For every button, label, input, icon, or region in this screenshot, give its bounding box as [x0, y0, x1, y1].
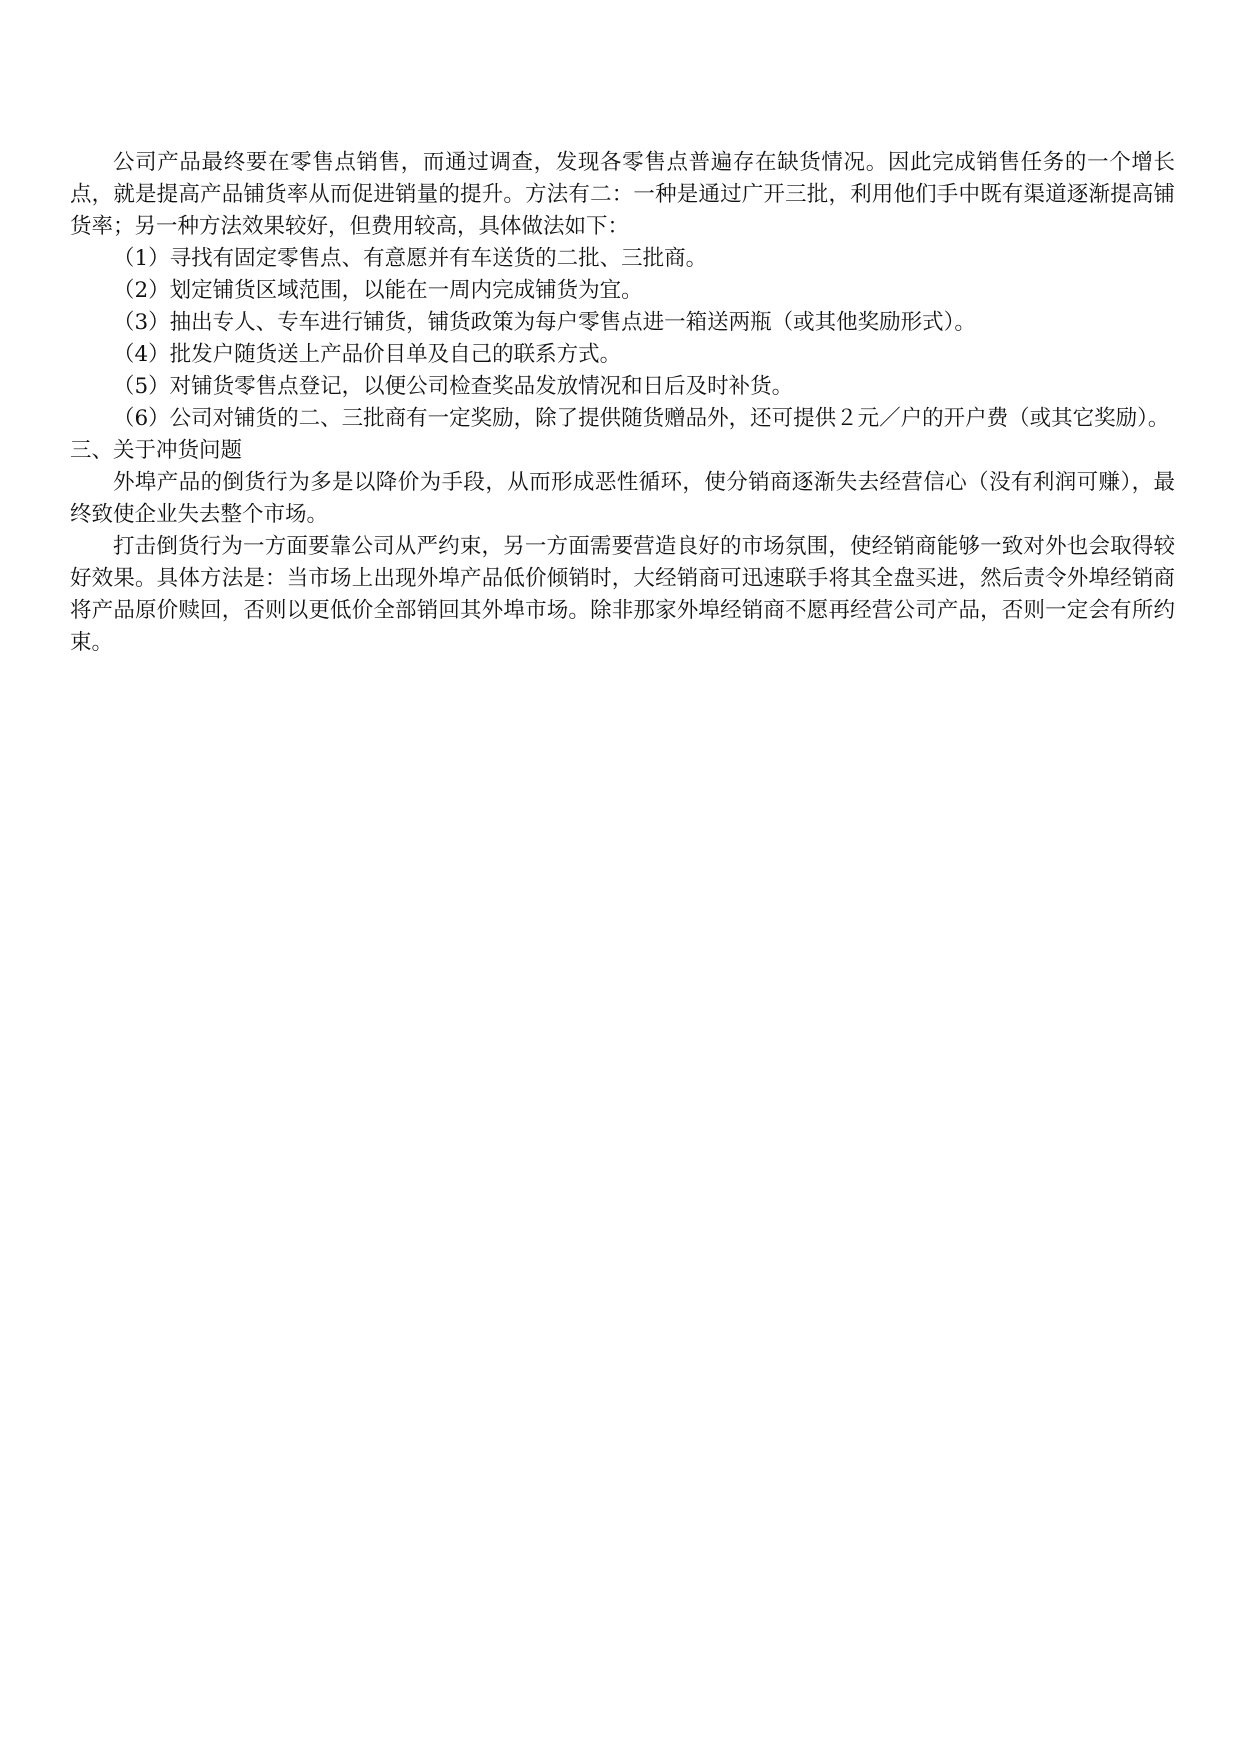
list-item-4: （4）批发户随货送上产品价目单及自己的联系方式。	[113, 342, 622, 367]
document-page	[70, 147, 1175, 659]
paragraph-section-1: 外埠产品的倒货行为多是以降价为手段，从而形成恶性循环，使分销商逐渐失去经营信心（没有利润可赚），最终致使企业失去整个市场。	[70, 470, 1175, 527]
list-item-2: （2）划定铺货区域范围，以能在一周内完成铺货为宜。	[113, 278, 643, 303]
list-item-1: （1）寻找有固定零售点、有意愿并有车送货的二批、三批商。	[113, 246, 708, 271]
list-item-5: （5）对铺货零售点登记，以便公司检查奖品发放情况和日后及时补货。	[113, 374, 794, 399]
paragraph-section-2: 打击倒货行为一方面要靠公司从严约束，另一方面需要营造良好的市场氛围，使经销商能够一致对外也会取得较好效果。具体方法是：当市场上出现外埠产品低价倾销时，大经销商可迅速联手将其全盘买进，然后责令外埠经销商将产品原价赎回，否则以更低价全部销回其外埠市场。除非那家外埠经销商不愿再经营公司产品，否则一定会有所约束。	[70, 534, 1175, 655]
list-item-3: （3）抽出专人、专车进行铺货，铺货政策为每户零售点进一箱送两瓶（或其他奖励形式）。	[113, 310, 976, 335]
paragraph-intro: 公司产品最终要在零售点销售，而通过调查，发现各零售点普遍存在缺货情况。因此完成销售任务的一个增长点，就是提高产品铺货率从而促进销量的提升。方法有二：一种是通过广开三批，利用他们手中既有渠道逐渐提高铺货率；另一种方法效果较好，但费用较高，具体做法如下：	[70, 150, 1175, 239]
list-item-6: （6）公司对铺货的二、三批商有一定奖励，除了提供随货赠品外，还可提供２元／户的开户费（或其它奖励）。	[113, 406, 1170, 431]
section-heading: 三、关于冲货问题	[70, 438, 243, 463]
